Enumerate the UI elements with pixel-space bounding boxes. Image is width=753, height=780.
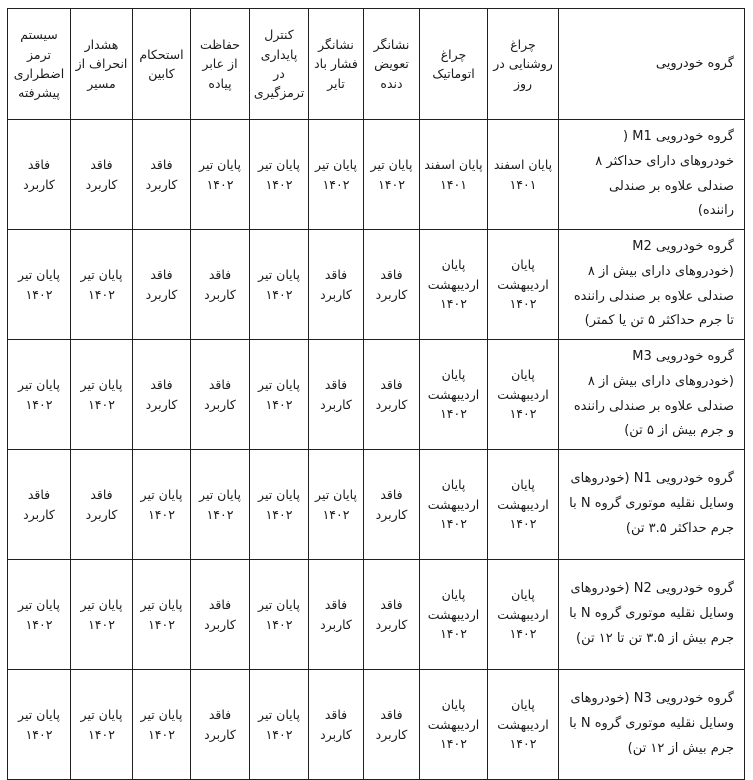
- cell-pedestrian-protection: فاقد کاربرد: [191, 670, 250, 780]
- cell-automatic-headlights: پایان اردیبهشت ۱۴۰۲: [420, 670, 488, 780]
- column-header-automatic-headlights: چراغ اتوماتیک: [420, 9, 488, 120]
- cell-vehicle-group: گروه خودرویی N2 (خودروهای وسایل نقلیه موتوری گروه N با جرم بیش از ۳.۵ تن تا ۱۲ تن): [559, 560, 745, 670]
- cell-gear-shift-indicator: فاقد کاربرد: [364, 450, 420, 560]
- cell-daytime-running-lights: پایان اردیبهشت ۱۴۰۲: [488, 670, 559, 780]
- column-header-cabin-strength: استحکام کابین: [133, 9, 191, 120]
- cell-vehicle-group: گروه خودرویی N3 (خودروهای وسایل نقلیه موتوری گروه N با جرم بیش از ۱۲ تن): [559, 670, 745, 780]
- cell-brake-stability-control: پایان تیر ۱۴۰۲: [250, 560, 309, 670]
- cell-pedestrian-protection: پایان تیر ۱۴۰۲: [191, 120, 250, 230]
- column-header-lane-departure-warning: هشدار انحراف از مسیر: [71, 9, 133, 120]
- table-row: [8, 560, 745, 670]
- cell-advanced-emergency-braking: پایان تیر ۱۴۰۲: [8, 670, 71, 780]
- cell-vehicle-group: گروه خودرویی M3 (خودروهای دارای بیش از ۸ صندلی علاوه بر صندلی راننده و جرم بیش از ۵ تن): [559, 340, 745, 450]
- cell-daytime-running-lights: پایان اسفند ۱۴۰۱: [488, 120, 559, 230]
- cell-gear-shift-indicator: فاقد کاربرد: [364, 230, 420, 340]
- cell-lane-departure-warning: فاقد کاربرد: [71, 120, 133, 230]
- cell-gear-shift-indicator: پایان تیر ۱۴۰۲: [364, 120, 420, 230]
- cell-brake-stability-control: پایان تیر ۱۴۰۲: [250, 340, 309, 450]
- cell-brake-stability-control: پایان تیر ۱۴۰۲: [250, 670, 309, 780]
- cell-cabin-strength: فاقد کاربرد: [133, 230, 191, 340]
- column-header-brake-stability-control: کنترل پایداری در ترمزگیری: [250, 9, 309, 120]
- cell-advanced-emergency-braking: پایان تیر ۱۴۰۲: [8, 230, 71, 340]
- cell-tire-pressure-monitor: فاقد کاربرد: [309, 670, 364, 780]
- cell-lane-departure-warning: پایان تیر ۱۴۰۲: [71, 230, 133, 340]
- cell-automatic-headlights: پایان اردیبهشت ۱۴۰۲: [420, 230, 488, 340]
- table-body: [8, 120, 745, 780]
- cell-pedestrian-protection: پایان تیر ۱۴۰۲: [191, 450, 250, 560]
- cell-automatic-headlights: پایان اردیبهشت ۱۴۰۲: [420, 560, 488, 670]
- cell-pedestrian-protection: فاقد کاربرد: [191, 230, 250, 340]
- cell-daytime-running-lights: پایان اردیبهشت ۱۴۰۲: [488, 340, 559, 450]
- cell-tire-pressure-monitor: فاقد کاربرد: [309, 560, 364, 670]
- cell-vehicle-group: گروه خودرویی N1 (خودروهای وسایل نقلیه موتوری گروه N با جرم حداکثر ۳.۵ تن): [559, 450, 745, 560]
- cell-tire-pressure-monitor: پایان تیر ۱۴۰۲: [309, 450, 364, 560]
- cell-gear-shift-indicator: فاقد کاربرد: [364, 670, 420, 780]
- cell-pedestrian-protection: فاقد کاربرد: [191, 340, 250, 450]
- table-row: [8, 120, 745, 230]
- cell-cabin-strength: پایان تیر ۱۴۰۲: [133, 450, 191, 560]
- cell-lane-departure-warning: پایان تیر ۱۴۰۲: [71, 560, 133, 670]
- cell-brake-stability-control: پایان تیر ۱۴۰۲: [250, 450, 309, 560]
- cell-advanced-emergency-braking: فاقد کاربرد: [8, 450, 71, 560]
- cell-automatic-headlights: پایان اردیبهشت ۱۴۰۲: [420, 340, 488, 450]
- cell-advanced-emergency-braking: فاقد کاربرد: [8, 120, 71, 230]
- cell-automatic-headlights: پایان اردیبهشت ۱۴۰۲: [420, 450, 488, 560]
- cell-gear-shift-indicator: فاقد کاربرد: [364, 340, 420, 450]
- cell-vehicle-group: گروه خودرویی M1 ( خودروهای دارای حداکثر ۸ صندلی علاوه بر صندلی راننده): [559, 120, 745, 230]
- table-row: [8, 450, 745, 560]
- cell-vehicle-group: گروه خودرویی M2 (خودروهای دارای بیش از ۸ صندلی علاوه بر صندلی راننده تا جرم حداکثر ۵ تن یا کمتر): [559, 230, 745, 340]
- cell-tire-pressure-monitor: فاقد کاربرد: [309, 230, 364, 340]
- column-header-advanced-emergency-braking: سیستم ترمز اضطراری پیشرفته: [8, 9, 71, 120]
- cell-tire-pressure-monitor: پایان تیر ۱۴۰۲: [309, 120, 364, 230]
- cell-advanced-emergency-braking: پایان تیر ۱۴۰۲: [8, 340, 71, 450]
- cell-daytime-running-lights: پایان اردیبهشت ۱۴۰۲: [488, 450, 559, 560]
- cell-lane-departure-warning: پایان تیر ۱۴۰۲: [71, 340, 133, 450]
- cell-gear-shift-indicator: فاقد کاربرد: [364, 560, 420, 670]
- cell-tire-pressure-monitor: فاقد کاربرد: [309, 340, 364, 450]
- table-header-row: [8, 9, 745, 120]
- cell-cabin-strength: فاقد کاربرد: [133, 340, 191, 450]
- column-header-daytime-running-lights: چراغ روشنایی در روز: [488, 9, 559, 120]
- table-header: [8, 9, 745, 120]
- column-header-pedestrian-protection: حفاظت از عابر پیاده: [191, 9, 250, 120]
- cell-automatic-headlights: پایان اسفند ۱۴۰۱: [420, 120, 488, 230]
- cell-daytime-running-lights: پایان اردیبهشت ۱۴۰۲: [488, 230, 559, 340]
- table-row: [8, 670, 745, 780]
- cell-brake-stability-control: پایان تیر ۱۴۰۲: [250, 230, 309, 340]
- table-row: [8, 230, 745, 340]
- table-row: [8, 340, 745, 450]
- cell-advanced-emergency-braking: پایان تیر ۱۴۰۲: [8, 560, 71, 670]
- cell-pedestrian-protection: فاقد کاربرد: [191, 560, 250, 670]
- column-header-gear-shift-indicator: نشانگر تعویض دنده: [364, 9, 420, 120]
- cell-lane-departure-warning: پایان تیر ۱۴۰۲: [71, 670, 133, 780]
- column-header-tire-pressure-monitor: نشانگر فشار باد تایر: [309, 9, 364, 120]
- cell-cabin-strength: فاقد کاربرد: [133, 120, 191, 230]
- cell-cabin-strength: پایان تیر ۱۴۰۲: [133, 560, 191, 670]
- column-header-vehicle-group: گروه خودرویی: [559, 9, 745, 120]
- vehicle-group-requirements-table: [7, 8, 745, 780]
- cell-daytime-running-lights: پایان اردیبهشت ۱۴۰۲: [488, 560, 559, 670]
- cell-cabin-strength: پایان تیر ۱۴۰۲: [133, 670, 191, 780]
- cell-lane-departure-warning: فاقد کاربرد: [71, 450, 133, 560]
- cell-brake-stability-control: پایان تیر ۱۴۰۲: [250, 120, 309, 230]
